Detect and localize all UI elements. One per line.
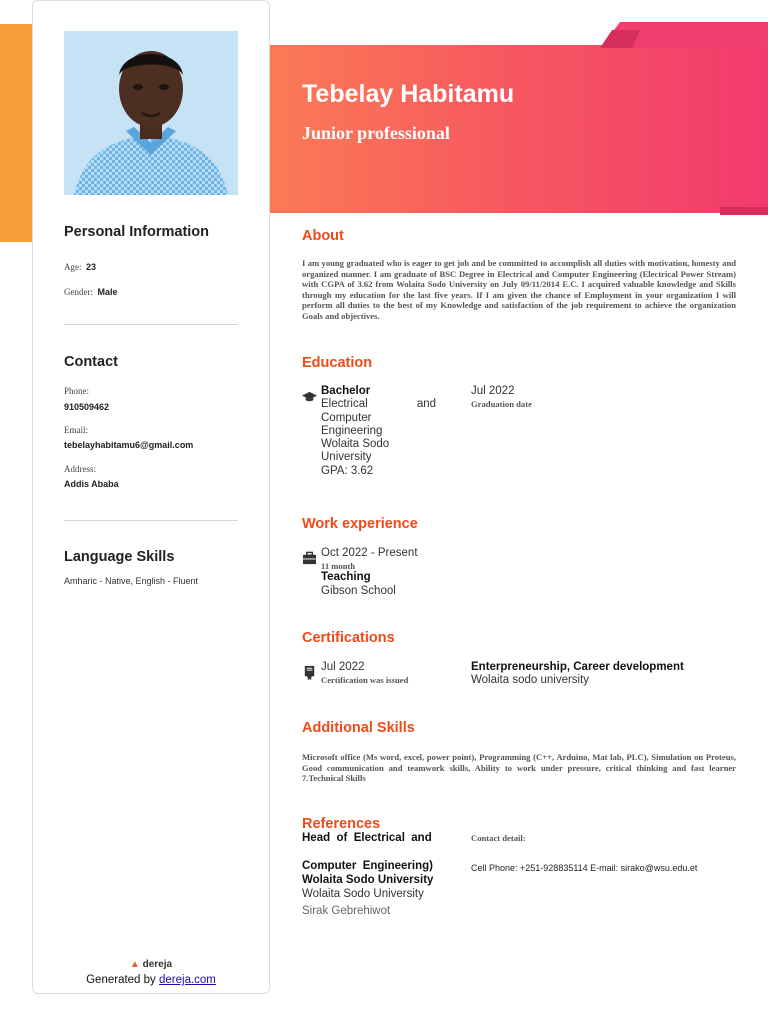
candidate-name: Tebelay Habitamu [302, 80, 515, 108]
reference-person: Sirak Gebrehiwot [302, 905, 391, 917]
divider [64, 520, 238, 521]
certifications-heading: Certifications [302, 630, 395, 646]
language-skills-heading: Language Skills [64, 549, 175, 565]
field-line [321, 398, 436, 411]
age-label: Age: [64, 262, 82, 272]
logo-text: dereja [142, 959, 173, 970]
sidebar [32, 0, 270, 994]
about-text: I am young graduated who is eager to get job and be committed to accomplish all duties with motivation, honesty and organized manner. I am graduate of BSC Degree in Electrical and Computer Engineering (Electrical Power Stream) with CGPA of 3.62 from Wolaita Sodo University on July 09/11/2014 E.C. I acquired valuable knowledge and Skills through my education for the last five years. If I am given the chance of Employment in your organization I will perform all duties to the best of my Knowledge and satisfaction of the job requirement to achieve the organization Goals and objectives. [302, 258, 736, 321]
left-accent-shape [0, 24, 32, 242]
certification-date: Jul 2022 [321, 661, 365, 673]
reference-position-line-3: Wolaita Sodo University [302, 874, 434, 886]
profile-photo [64, 31, 238, 195]
gender-value: Male [97, 287, 118, 297]
additional-skills-text: Microsoft office (Ms word, excel, power point), Programming (C++, Arduino, Mat lab, PLC), Simulation on Proteus, Good communication and teamwork skills, Ability to work under pressure, critical thinking and fast learner 7.Technical Skills [302, 752, 736, 784]
generated-by [33, 974, 269, 986]
additional-skills-heading: Additional Skills [302, 720, 415, 736]
phone-value[interactable]: 910509462 [64, 402, 110, 412]
work-company: Gibson School [321, 585, 396, 597]
graduation-date: Jul 2022 [471, 385, 515, 397]
work-duration: 11 month [321, 561, 356, 571]
graduation-cap-icon [302, 389, 317, 404]
address-label: Address: [64, 464, 96, 474]
school-line-1: Wolaita Sodo [321, 438, 390, 451]
email-value[interactable]: tebelayhabitamu6@gmail.com [64, 440, 194, 450]
reference-organization: Wolaita Sodo University [302, 888, 424, 900]
work-period: Oct 2022 - Present [321, 547, 418, 559]
certification-name: Enterpreneurship, Career development [471, 661, 684, 673]
field-part-3: Engineering [321, 424, 383, 437]
field-part-2: Computer [321, 411, 372, 424]
education-details [321, 385, 436, 478]
references-heading: References [302, 816, 381, 832]
certificate-icon [302, 665, 317, 680]
flame-icon: ▲ [129, 959, 140, 970]
about-heading: About [302, 228, 344, 244]
address-value: Addis Ababa [64, 479, 119, 489]
certification-date-label: Certification was issued [321, 675, 409, 685]
reference-contact-label: Contact detail: [471, 833, 526, 843]
work-role: Teaching [321, 571, 371, 583]
reference-position-line-1: Head of Electrical and [302, 832, 432, 844]
dereja-link[interactable]: dereja.com [159, 974, 216, 986]
age-value: 23 [85, 262, 96, 272]
field-part-1: Electrical [321, 398, 368, 411]
field-and: and [416, 398, 436, 411]
age-row [64, 257, 96, 275]
school-line-2: University [321, 451, 372, 464]
contact-heading: Contact [64, 354, 118, 370]
generated-by-label: Generated by [86, 974, 156, 986]
dereja-logo [33, 959, 269, 970]
reference-contact: Cell Phone: +251-928835114 E-mail: sirako@wsu.edu.et [471, 863, 698, 873]
certification-issuer: Wolaita sodo university [471, 674, 590, 686]
degree: Bachelor [321, 385, 371, 397]
education-heading: Education [302, 355, 373, 371]
reference-position-line-2: Computer Engineering) [302, 860, 433, 872]
gender-label: Gender: [64, 287, 93, 297]
banner-accent-bottom [720, 207, 768, 215]
gpa: GPA: 3.62 [321, 464, 374, 477]
work-heading: Work experience [302, 516, 418, 532]
gender-row [64, 282, 117, 300]
graduation-date-label: Graduation date [471, 399, 532, 409]
candidate-title: Junior professional [302, 123, 450, 143]
phone-label: Phone: [64, 386, 90, 396]
divider [64, 324, 238, 325]
personal-info-heading: Personal Information [64, 224, 210, 240]
briefcase-icon [302, 551, 317, 566]
email-label: Email: [64, 425, 88, 435]
language-skills-text: Amharic - Native, English - Fluent [64, 576, 199, 586]
